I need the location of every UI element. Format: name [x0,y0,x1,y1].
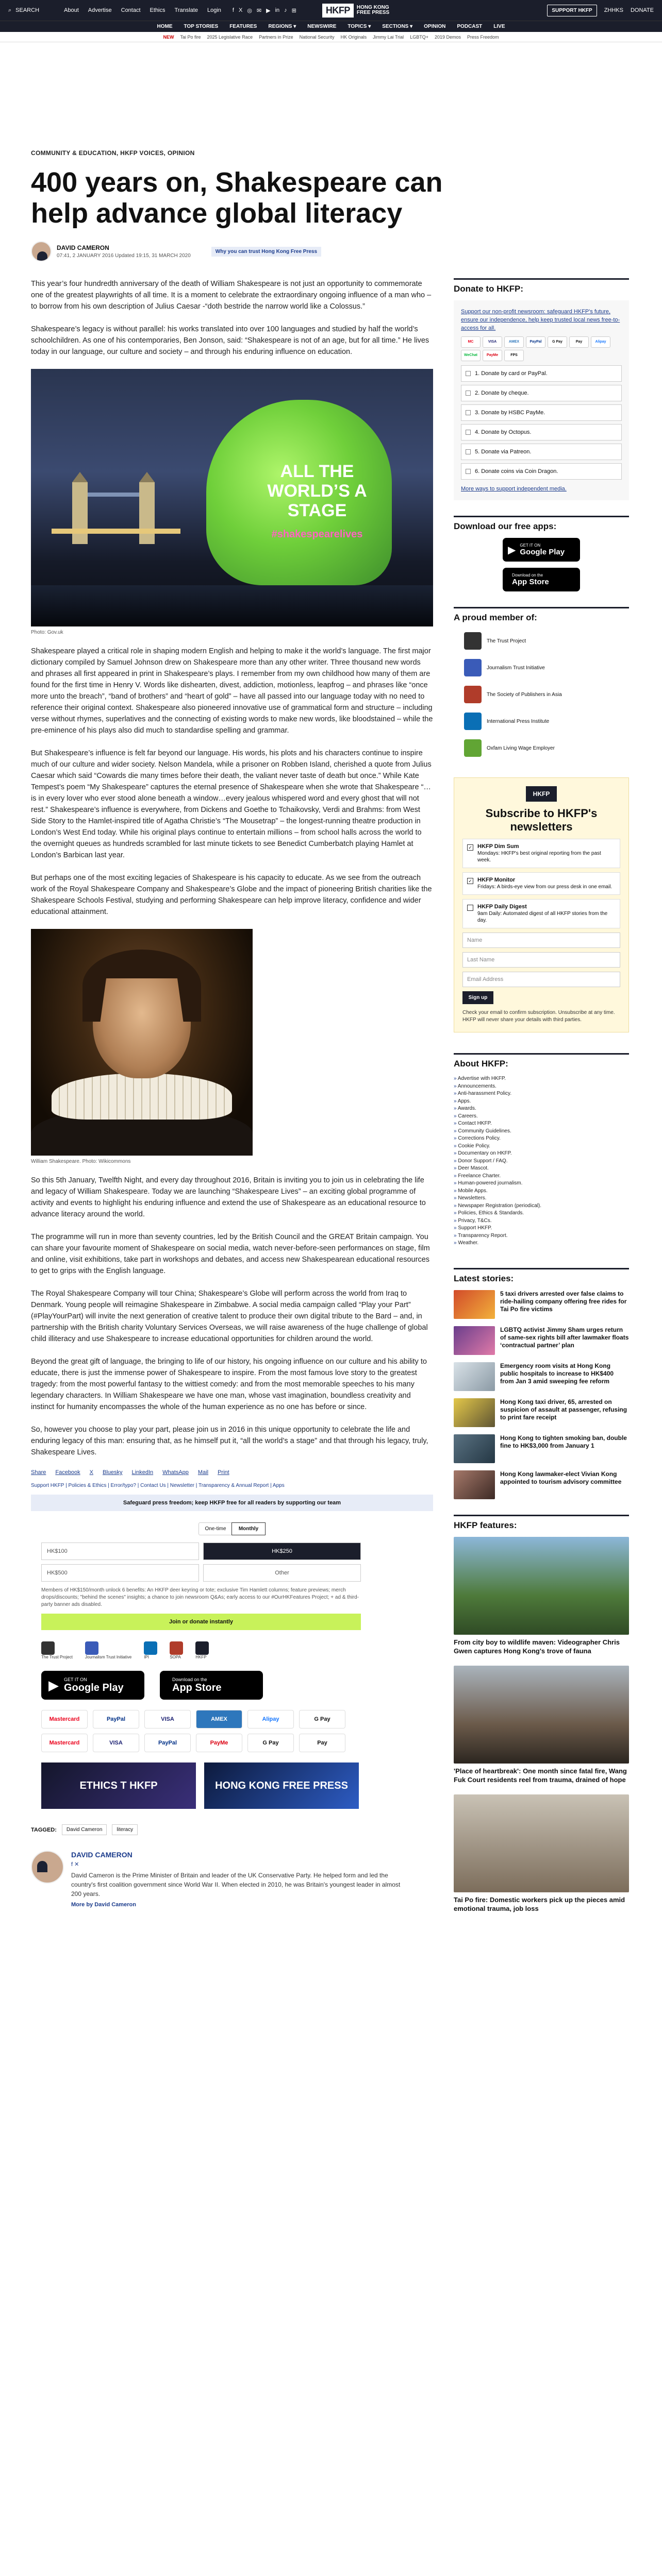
about-link[interactable]: » Freelance Charter. [454,1173,629,1180]
about-link[interactable]: » Newspaper Registration (periodical). [454,1202,629,1210]
tower-bridge-illustration [52,472,180,554]
badge[interactable]: IPI [144,1641,157,1659]
share-x[interactable]: X [89,1469,94,1476]
about-link[interactable]: » Advertise with HKFP. [454,1075,629,1083]
card-logo: MC [461,336,481,348]
donate-option[interactable]: 1. Donate by card or PayPal. [461,365,622,382]
latest-story[interactable]: Hong Kong to tighten smoking ban, double fine to HK$3,000 from January 1 [454,1434,629,1463]
logo-box: HKFP [322,4,354,18]
share-linkedin[interactable]: LinkedIn [131,1469,154,1476]
press-freedom-banner[interactable]: Safeguard press freedom; keep HKFP free for all readers by supporting our team [31,1495,433,1511]
shakespeare-portrait [31,929,253,1156]
paragraph: This year’s four hundredth anniversary of the death of William Shakespeare is not just an opportunity to commemorate one of the greatest playwrights of all time. It is a moment to celebrate the extraordinary ongoing influence of a man who – to borrow from his own description of Julius Caesar -“doth bestride the narrow world like a Colossus.” [31,280,432,311]
freq-one-time[interactable]: One-time [205,1526,226,1532]
language-switch[interactable]: ZHHKS [604,7,623,13]
nav-top-stories[interactable]: TOP STORIES [184,24,219,29]
share-mail[interactable]: Mail [197,1469,209,1476]
payment-payme[interactable]: PayMe [196,1734,242,1752]
trust-link[interactable]: Why you can trust Hong Kong Free Press [211,247,321,257]
nav-podcast[interactable]: PODCAST [457,24,483,29]
about-link[interactable]: » Weather. [454,1240,629,1247]
nav-features[interactable]: FEATURES [229,24,257,29]
member-item[interactable]: The Trust Project [464,632,619,650]
sopa-icon [170,1641,183,1655]
email-icon[interactable]: ✉ [256,7,262,14]
nav-home[interactable]: HOME [157,24,173,29]
newsletter-note: Check your email to confirm subscription. Unsubscribe at any time. HKFP will never share your details with third parties. [462,1010,615,1023]
card-logo: Pay [569,336,589,348]
sopa-icon [464,686,482,703]
ethics-promo[interactable]: ETHICS T HKFP [41,1762,196,1809]
article-category[interactable]: COMMUNITY & EDUCATION, HKFP VOICES, OPINION [31,149,195,157]
story-thumbnail [454,1434,495,1463]
nav-regions[interactable]: REGIONS ▾ [268,24,296,29]
instagram-icon[interactable]: ◎ [247,7,252,14]
badge[interactable]: Journalism Trust Initiative [85,1641,131,1659]
google-play-button[interactable]: ▶ GET IT ON Google Play [41,1671,144,1700]
card-logo: FPS [504,350,524,361]
membership-perks: Members of HK$150/month unlock 6 benefits: An HKFP deer keyring or tote; exclusive Tim Hamlett columns; feature previews; merch drops/discounts; "behind the scenes" insights; a chance to join newsroom Q&As; early access to our #OurHKFeatures Project; + ad & third-party banner ads disabled. [41,1587,359,1607]
share-label: Share [31,1469,46,1476]
top-link-login[interactable]: Login [207,7,221,13]
about-link[interactable]: » Anti-harassment Policy. [454,1090,629,1098]
paragraph: But Shakespeare’s influence is felt far beyond our language. His words, his plots and his characters continue to inspire much of our culture and wider society. Nelson Mandela, while a prisoner on Robben Island, cherished a quote from Julius Caesar which said “Cowards die many times before their death, the valiant never taste of death but once.” While Kate Tempest’s poem “My Shakespeare” captures the eternal presence of Shakespeare when she wrote that Shakespeare “…is in every lover who ever stood alone beneath a window…every jealous whispered word and every ghost that will not rest.” Shakespeare’s influence is everywhere, from Dickens and Goethe to Tchaikovsky, Verdi and Brahms: from West Side Story to the Hamlet-inspired title of Agatha Christie’s “The Mousetrap” – the longest-running theatre production in London’s West End today. While his original plays continue to entertain millions – from school halls across the world to the overnight queues as hundreds scrambled for last minute tickets to see Benedict Cumberbatch playing Hamlet at London’s Barbican last year. [31,749,432,859]
about-link[interactable]: » Contact HKFP. [454,1120,629,1128]
author-box-name[interactable]: DAVID CAMERON [71,1851,133,1859]
card-logo: Alipay [591,336,610,348]
top-bar [0,0,662,21]
paragraph: So this 5th January, Twelfth Night, and every day throughout 2016, Britain is inviting you to join us in celebrating the life and legacy of William Shakespeare. Today we are launching “Shakespeare Lives” – an exciting global programme of activity and events to highlight his enduring influence and extend the use of Shakespeare as an educational resource to advance literacy around the world. [31,1176,426,1218]
city-hall-photo [31,369,433,626]
member-item[interactable]: International Press Institute [464,713,619,730]
frequency-toggle [198,1522,266,1535]
latest-story[interactable]: LGBTQ activist Jimmy Sham urges return of same-sex rights bill after lawmaker floats ‘contractual partner’ plan [454,1326,629,1355]
latest-story[interactable]: Hong Kong lawmaker-elect Vivian Kong appointed to tourism advisory committee [454,1470,629,1499]
apps-heading: Download our free apps: [454,516,629,532]
top-link-ethics[interactable]: Ethics [150,7,166,13]
subnav-item[interactable]: Tai Po fire [180,34,201,40]
x-icon[interactable]: X [238,7,243,13]
donate-option[interactable]: 5. Donate via Patreon. [461,444,622,460]
latest-story[interactable]: Emergency room visits at Hong Kong public hospitals to increase to HK$400 from Jan 3 amid sweeping fee reform [454,1362,629,1391]
about-link[interactable]: » Privacy, T&Cs. [454,1217,629,1225]
amount-other[interactable]: Other [203,1564,361,1582]
feature-image [454,1537,629,1635]
paragraph: Shakespeare’s legacy is without parallel: his works translated into over 100 languages and studied by half the world’s schoolchildren. As one of his contemporaries, Ben Jonson, said: “Shakespeare is not of an age, but for all time.” He lives today in our language, our culture and society – and through his enduring influence on education. [31,325,429,356]
x-icon[interactable]: ✕ [74,1861,79,1868]
card-logo: PayMe [483,350,502,361]
google-play-icon: ▶ [508,544,516,556]
amount-500[interactable]: HK$500 [41,1564,199,1582]
linkedin-icon[interactable]: in [275,7,280,13]
share-bar [31,1469,433,1476]
about-link[interactable]: » Newsletters. [454,1195,629,1202]
story-thumbnail [454,1470,495,1499]
share-whatsapp[interactable]: WhatsApp [162,1469,189,1476]
newsletter-title: Subscribe to HKFP's newsletters [485,807,598,833]
feature-item[interactable]: From city boy to wildlife maven: Videographer Chris Gwen captures Hong Kong's trove of fauna [454,1537,629,1655]
youtube-icon[interactable]: ▶ [266,7,271,14]
story-thumbnail [454,1326,495,1355]
amount-100[interactable]: HK$100 [41,1543,199,1560]
city-hall-building [206,400,392,585]
google-play-icon: ▶ [48,1677,59,1693]
checkbox[interactable]: ✓ [467,878,473,884]
payment-gpay[interactable]: G Pay [299,1710,345,1728]
newsletter-option[interactable]: ✓ HKFP Monitor Fridays: A birds-eye view from our press desk in one email. [462,872,620,895]
card-logo: G Pay [548,336,567,348]
features-heading: HKFP features: [454,1515,629,1531]
share-bluesky[interactable]: Bluesky [103,1469,123,1476]
freq-monthly[interactable]: Monthly [232,1523,265,1535]
top-link-contact[interactable]: Contact [121,7,141,13]
about-link[interactable]: » Announcements. [454,1083,629,1091]
feature-item[interactable]: Tai Po fire: Domestic workers pick up the pieces amid emotional trauma, job loss [454,1794,629,1913]
tags [31,1824,433,1835]
subnav-item[interactable]: Partners in Prize [259,34,293,40]
photo-caption: William Shakespeare. Photo: Wikicommons [31,1159,131,1164]
top-link-about[interactable]: About [64,7,79,13]
about-link[interactable]: » Community Guidelines. [454,1128,629,1136]
byline [31,241,629,262]
river [31,585,433,626]
about-link[interactable]: » Transparency Report. [454,1232,629,1240]
article-body [31,278,433,1908]
card-logos [461,336,622,361]
payment-visa[interactable]: VISA [144,1710,191,1728]
oxfam-icon [464,739,482,757]
donate-option[interactable]: 6. Donate coins via Coin Dragon. [461,463,622,480]
badge[interactable]: SOPA [170,1641,183,1659]
member-badges [41,1641,423,1659]
payment-methods [41,1710,423,1752]
subnav-item[interactable]: 2019 Demos [434,34,461,40]
payment-paypal[interactable]: PayPal [93,1710,139,1728]
facebook-icon[interactable]: f [232,7,234,13]
app-store-button[interactable]: Download on the App Store [160,1671,263,1700]
projection-hashtag: #shakespearelives [271,529,363,540]
paragraph: But perhaps one of the most exciting legacies of Shakespeare is his capacity to educate. As we see from the outreach work of the Royal Shakespeare Company and Shakespeare’s Globe and the impact of pioneering British charities like the Shakespeare Schools Festival, studying and performing Shakespeare can help improve literacy, confidence and wider educational attainment. [31,874,432,916]
about-link[interactable]: » Donor Support / FAQ. [454,1158,629,1165]
card-logo: VISA [483,336,502,348]
checkbox[interactable] [467,905,473,911]
projection-text: ALL THE WORLD’S A STAGE [267,462,367,520]
newsletter-option[interactable]: ✓ HKFP Dim Sum Mondays: HKFP's best original reporting from the past week. [462,839,620,868]
author-avatar[interactable] [31,241,52,262]
join-button[interactable]: Join or donate instantly [41,1614,361,1630]
hkfp-promo[interactable]: HONG KONG FREE PRESS [204,1762,359,1809]
about-list [454,1075,629,1247]
google-play-button[interactable]: ▶ GET IT ON Google Play [503,538,580,562]
author-box [31,1851,433,1908]
author-bio: David Cameron is the Prime Minister of Britain and leader of the UK Conservative Party. He helped form and led the country's first coalition government since World War II. When elected in 2010, he was Britain's youngest leader in almost 200 years. [71,1872,401,1897]
search-icon[interactable]: ⌕ [8,7,12,13]
checkbox[interactable]: ✓ [467,844,473,851]
about-link[interactable]: » Support HKFP. [454,1225,629,1232]
top-link-advertise[interactable]: Advertise [88,7,112,13]
nav-newswire[interactable]: NEWSWIRE [307,24,337,29]
share-facebook[interactable]: Facebook [55,1469,80,1476]
payment-gpay[interactable]: G Pay [247,1734,294,1752]
nav-topics[interactable]: TOPICS ▾ [347,24,371,29]
member-heading: A proud member of: [454,607,629,623]
payment-alipay[interactable]: Alipay [247,1710,294,1728]
payment-paypal[interactable]: PayPal [144,1734,191,1752]
payment-applepay[interactable]: Pay [299,1734,345,1752]
social-icons [233,7,296,14]
main-nav [0,21,662,32]
about-link[interactable]: » Deer Mascot. [454,1165,629,1173]
feature-item[interactable]: 'Place of heartbreak': One month since fatal fire, Wang Fuk Court residents reel from trauma, drained of hope [454,1666,629,1784]
about-link[interactable]: » Awards. [454,1105,629,1113]
feature-image [454,1794,629,1892]
article-container [31,149,629,1912]
payment-visa[interactable]: VISA [93,1734,139,1752]
portrait-collar [52,1073,232,1120]
member-item[interactable]: Oxfam Living Wage Employer [464,739,619,757]
publish-date: 07:41, 2 JANUARY 2016 Updated 19:15, 31 MARCH 2020 [57,253,191,259]
nav-opinion[interactable]: OPINION [424,24,446,29]
donate-option[interactable]: 2. Donate by cheque. [461,385,622,401]
support-button[interactable]: SUPPORT HKFP [547,5,597,16]
name-input[interactable]: Name [462,933,620,948]
about-link[interactable]: » Documentary on HKFP. [454,1150,629,1158]
trust-project-icon [464,632,482,650]
badge[interactable]: The Trust Project [41,1641,73,1659]
about-link[interactable]: » Corrections Policy. [454,1135,629,1143]
sub-nav [0,32,662,42]
nav-live[interactable]: LIVE [493,24,505,29]
amount-options [41,1543,361,1582]
last-name-input[interactable]: Last Name [462,952,620,968]
subnav-item[interactable]: Press Freedom [467,34,499,40]
donate-box [454,300,629,500]
more-by-author[interactable]: More by David Cameron [71,1902,136,1908]
top-links [64,7,221,13]
ipi-icon [464,713,482,730]
payment-mastercard[interactable]: Mastercard [41,1710,88,1728]
promo-banners [41,1762,423,1809]
paragraph: Shakespeare played a critical role in shaping modern English and helping to make it the world’s language. The first major dictionary compiled by Samuel Johnson drew on Shakespeare more than any other writer. Three thousand new words and phrases all first appeared in print in Shakespeare’s plays. I remember from my own childhood how many of them are found for the first time in Henry V. Words like dishearten, divest, addiction, motionless, leapfrog – and phrases like “once more unto the breach”, “band of brothers” and “heart of gold” – have all passed into our language today with no need to reference their original context. Shakespeare also pioneered innovative use of grammatical form and structure – including verse without rhymes, superlatives and the connecting of existing words to make new words, like bloodstained – while the pre-eminence of his plays also did much to standardise spelling and grammar. [31,647,433,735]
facebook-icon[interactable]: f [71,1861,73,1868]
story-thumbnail [454,1290,495,1319]
member-item[interactable]: Journalism Trust Initiative [464,659,619,676]
latest-story[interactable]: Hong Kong taxi driver, 65, arrested on suspicion of assault at passenger, refusing to print fare receipt [454,1398,629,1427]
about-heading: About HKFP: [454,1053,629,1069]
photo-caption: Photo: Gov.uk [31,630,63,635]
more-ways-link[interactable]: More ways to support independent media. [461,486,567,492]
subnav-item[interactable]: 2025 Legislative Race [207,34,253,40]
logo-text: HONG KONG FREE PRESS [356,4,390,15]
paragraph: The programme will run in more than seventy countries, led by the British Council and the GREAT Britain campaign. You can share your favourite moment of Shakespeare on social media, watch never-before-seen performances on stage, film and online, visit exhibitions, take part in workshops and debates, and access new Shakespearean educational resources to get to grips with the English language. [31,1233,430,1275]
search-link[interactable]: SEARCH [15,7,40,13]
top-link-translate[interactable]: Translate [174,7,198,13]
story-thumbnail [454,1398,495,1427]
share-print[interactable]: Print [218,1469,229,1476]
payment-amex[interactable]: AMEX [196,1710,242,1728]
about-link[interactable]: » Apps. [454,1098,629,1106]
paragraph: The Royal Shakespeare Company will tour China; Shakespeare’s Globe will perform across the world from Iraq to Denmark. Young people will reimagine Shakespeare in Zimbabwe. A social media campaign called “Play your Part” (#PlayYourPart) will invite the next generation of creative talent to produce their own digital tribute to the Bard – and, in partnership with the British charity Voluntary Services Overseas, we will raise awareness of the huge challenge of global child illiteracy and use Shakespeare to increase educational opportunities for children around the world. [31,1290,428,1343]
about-link[interactable]: » Cookie Policy. [454,1143,629,1150]
about-link[interactable]: » Policies, Ethics & Standards. [454,1210,629,1217]
paragraph: Beyond the great gift of language, the bringing to life of our history, his ongoing influence on our culture and his ability to educate, there is just the immense power of Shakespeare to inspire. From the most famous love story to the greatest tragedy: from the most powerful fantasy to the wittiest comedy: and from the most memorable speeches to his many legendary characters. In William Shakespeare we have one man, whose vast imagination, boundless creativity and instinct for humanity encompasses the whole of the human experience as no one has before or since. [31,1358,427,1411]
author-photo[interactable] [31,1851,64,1884]
latest-heading: Latest stories: [454,1268,629,1284]
donate-link[interactable]: DONATE [630,7,654,13]
paragraph: So, however you choose to play your part, please join us in 2016 in this unique opportunity to celebrate the life and enduring legacy of this man: ensuring that, as he himself put it, “all the world’s a stage” and that through his legacy, truly, Shakespeare Lives. [31,1426,428,1456]
tiktok-icon[interactable]: ♪ [284,7,287,13]
story-thumbnail [454,1362,495,1391]
newsletter-box [454,777,629,1032]
tag[interactable]: literacy [112,1824,138,1835]
about-link[interactable]: » Human-powered journalism. [454,1180,629,1188]
trust-project-icon [41,1641,55,1655]
donate-intro-link[interactable]: Support our non-profit newsroom: safeguard HKFP's future, ensure our independence, help keep trusted local news free-to-access for all. [461,309,620,331]
tag[interactable]: David Cameron [62,1824,107,1835]
tagged-label: TAGGED: [31,1826,57,1833]
newsletter-logo: HKFP [526,786,557,802]
author-name[interactable]: DAVID CAMERON [57,244,109,251]
newsletter-option[interactable]: HKFP Daily Digest 9am Daily: Automated digest of all HKFP stories from the day. [462,899,620,928]
sidebar [454,278,629,1923]
card-logo: WeChat [461,350,481,361]
subnav-item[interactable]: Jimmy Lai Trial [373,34,404,40]
feature-image [454,1666,629,1764]
article-footer-links[interactable]: Support HKFP | Policies & Ethics | Error/typo? | Contact Us | Newsletter | Transparency & Annual Report | Apps [31,1483,285,1488]
donate-option[interactable]: 4. Donate by Octopus. [461,424,622,440]
card-logo: AMEX [504,336,524,348]
hkfp-icon [195,1641,209,1655]
author-social-icons [71,1861,401,1868]
nav-sections[interactable]: SECTIONS ▾ [382,24,413,29]
hkfp-logo[interactable] [322,4,389,18]
subnav-item[interactable]: National Security [299,34,335,40]
about-link[interactable]: » Mobile Apps. [454,1188,629,1195]
about-section [454,1053,629,1247]
subnav-item[interactable]: HK Originals [340,34,367,40]
jti-icon [85,1641,98,1655]
jti-icon [464,659,482,676]
member-item[interactable]: The Society of Publishers in Asia [464,686,619,703]
latest-story[interactable]: 5 taxi drivers arrested over false claims to ride-hailing company offering free rides for Tai Po fire victims [454,1290,629,1319]
new-badge: NEW [163,34,174,40]
badge[interactable]: HKFP [195,1641,209,1659]
ipi-icon [144,1641,157,1655]
payment-mastercard[interactable]: Mastercard [41,1734,88,1752]
donate-option[interactable]: 3. Donate by HSBC PayMe. [461,404,622,421]
subnav-item[interactable]: LGBTQ+ [410,34,428,40]
grid-icon[interactable]: ⊞ [291,7,296,14]
amount-250[interactable]: HK$250 [203,1543,361,1560]
card-logo: PayPal [526,336,545,348]
signup-button[interactable]: Sign up [462,991,493,1004]
app-store-button[interactable]: Download on the App Store [503,568,580,591]
donate-heading: Donate to HKFP: [454,278,629,294]
about-link[interactable]: » Careers. [454,1113,629,1121]
app-stores [41,1671,423,1700]
article-title: 400 years on, Shakespeare can help advance global literacy [31,167,443,229]
email-input[interactable]: Email Address [462,972,620,987]
